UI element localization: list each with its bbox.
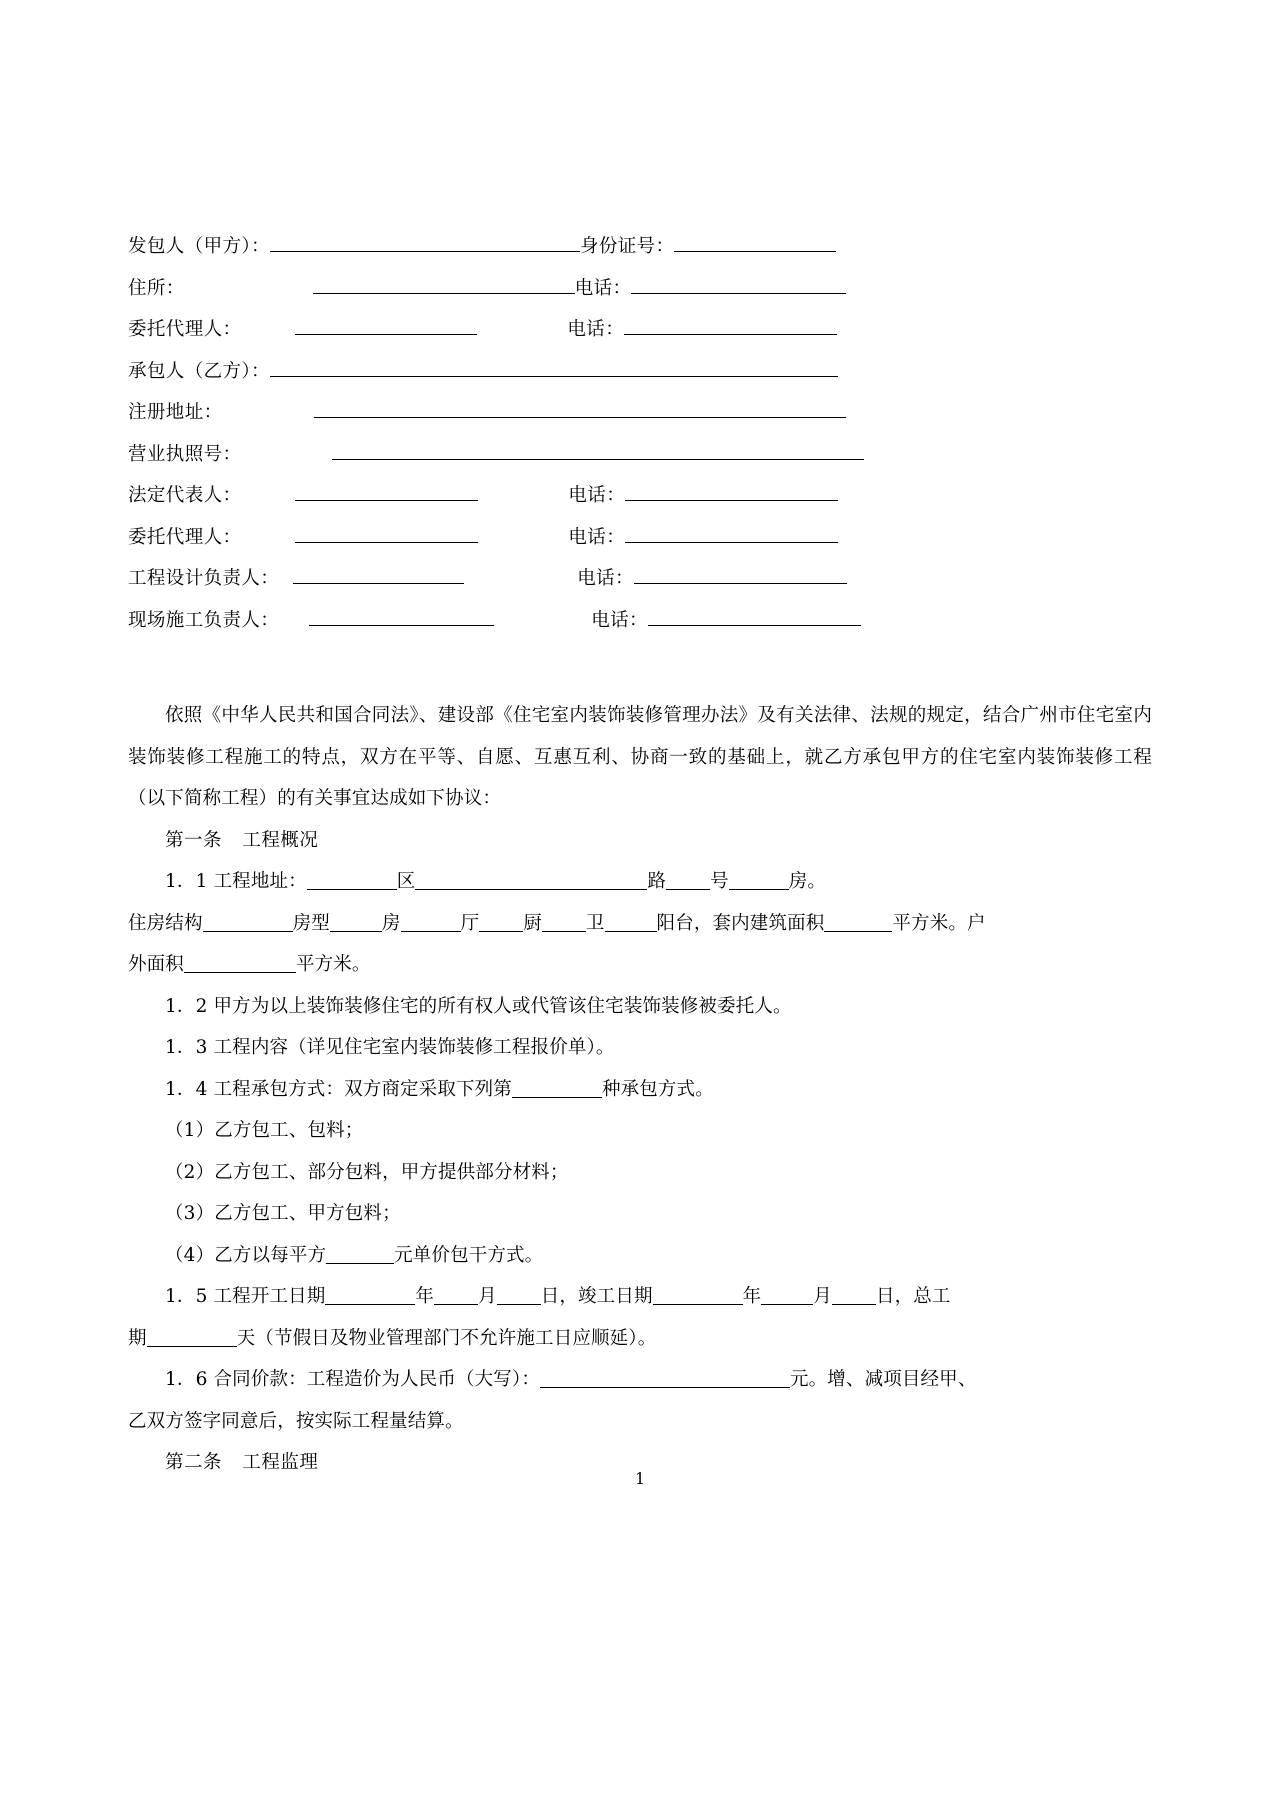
label-number: 号 [710, 871, 729, 892]
party-blank-发包人[interactable] [270, 232, 580, 252]
option-4-prefix: （4）乙方以每平方 [165, 1244, 327, 1266]
party-blank-现场施工负责人[interactable] [309, 606, 494, 626]
label-balcony: 阳台，套内建筑面积 [656, 912, 825, 934]
item-1-6-suffix: 元。增、减项目经甲、 [789, 1369, 977, 1390]
option-2: （2）乙方包工、部分包料，甲方提供部分材料； [165, 1161, 569, 1183]
item-1-5-line2 [128, 1318, 1152, 1360]
party-blank-承包人[interactable] [270, 357, 838, 377]
label-duration: 期 [128, 1327, 147, 1349]
party-blank-营业执照号[interactable] [332, 440, 864, 460]
item-1-6-prefix: 1．6 合同价款：工程造价为人民币（大写）： [165, 1369, 540, 1390]
blank-outdoor-area[interactable] [184, 955, 296, 974]
item-1-6-line2: 乙双方签字同意后，按实际工程量结算。 [128, 1410, 464, 1432]
party-blank-身份证号[interactable] [674, 232, 836, 252]
item-1-3: 1．3 工程内容（详见住宅室内装饰装修工程报价单）。 [165, 1037, 615, 1058]
party-label-委托代理人-1: 委托代理人： [128, 319, 242, 341]
label-bath: 卫 [585, 912, 605, 934]
party-row-现场施工负责人 [128, 606, 1152, 648]
party-label-工程设计负责人: 工程设计负责人： [128, 568, 280, 590]
party-label-住所: 住所： [128, 277, 185, 299]
label-area-unit: 平方米。户 [892, 912, 986, 934]
party-row-发包人 [128, 232, 1152, 274]
label-hall: 厅 [460, 912, 480, 934]
option-4-suffix: 元单价包干方式。 [394, 1244, 544, 1266]
blank-total-days[interactable] [147, 1328, 237, 1347]
option-4 [128, 1235, 1152, 1277]
blank-end-month[interactable] [761, 1287, 813, 1306]
party-blank-电话-3[interactable] [625, 481, 838, 501]
party-row-工程设计负责人 [128, 564, 1152, 606]
party-label-现场施工负责人: 现场施工负责人： [128, 609, 280, 631]
item-1-1-prefix: 1．1 工程地址： [165, 871, 307, 892]
item-1-4-suffix: 种承包方式。 [601, 1078, 714, 1100]
blank-kitchen[interactable] [542, 913, 586, 932]
party-row-住所 [128, 274, 1152, 316]
party-label-电话-2: 电话： [567, 319, 625, 341]
party-blank-委托代理人-2[interactable] [295, 523, 478, 543]
item-1-6-line1 [128, 1359, 1152, 1401]
option-1: （1）乙方包工、包料； [165, 1120, 364, 1141]
label-room: 房。 [788, 871, 827, 892]
clause-1-heading [128, 820, 1152, 862]
label-outdoor-area: 外面积 [128, 954, 184, 975]
party-label-营业执照号: 营业执照号： [128, 443, 242, 465]
item-1-4-prefix: 1．4 工程承包方式：双方商定采取下列第 [165, 1078, 512, 1100]
blank-end-year[interactable] [653, 1287, 743, 1306]
label-road: 路 [647, 871, 667, 892]
blank-structure[interactable] [203, 913, 293, 932]
party-row-委托代理人-1 [128, 315, 1152, 357]
party-blank-电话-6[interactable] [648, 606, 861, 626]
blank-room[interactable] [729, 872, 789, 891]
label-days-note: 天（节假日及物业管理部门不允许施工日应顺延）。 [236, 1327, 657, 1349]
party-label-电话-5: 电话： [577, 568, 634, 590]
party-label-电话-3: 电话： [568, 485, 626, 507]
blank-number[interactable] [666, 872, 710, 891]
party-blank-注册地址[interactable] [314, 398, 846, 418]
blank-road[interactable] [415, 872, 647, 891]
label-month-1: 月 [478, 1286, 497, 1307]
label-day-1: 日，竣工日期 [540, 1286, 653, 1307]
clause-1-number: 第一条 [165, 829, 223, 851]
item-1-5-line1 [128, 1276, 1152, 1318]
blank-start-month[interactable] [434, 1287, 478, 1306]
page-number: 1 [635, 1470, 645, 1488]
item-1-1-line3 [128, 944, 1152, 986]
label-kitchen: 厨 [523, 912, 542, 934]
party-row-承包人 [128, 357, 1152, 399]
item-1-1-line2 [128, 903, 1152, 945]
item-1-1-line1 [128, 861, 1152, 903]
label-year-2: 年 [742, 1286, 762, 1307]
blank-hall[interactable] [479, 913, 523, 932]
item-1-4 [128, 1069, 1152, 1111]
party-label-发包人: 发包人（甲方）： [128, 236, 270, 258]
label-structure: 住房结构 [128, 912, 203, 934]
party-label-法定代表人: 法定代表人： [128, 485, 242, 507]
party-blank-电话-5[interactable] [634, 564, 847, 584]
preamble-paragraph: 依照《中华人民共和国合同法》、建设部《住宅室内装饰装修管理办法》及有关法律、法规的规定，结合广州市住宅室内装饰装修工程施工的特点，双方在平等、自愿、互惠互利、协商一致的基础上，就乙方承包甲方的住宅室内装饰装修工程（以下简称工程）的有关事宜达成如下协议： [128, 705, 1152, 809]
party-blank-电话-1[interactable] [631, 274, 846, 294]
party-blank-电话-4[interactable] [625, 523, 838, 543]
label-year-1: 年 [415, 1286, 435, 1307]
option-3: （3）乙方包工、甲方包料； [165, 1203, 401, 1224]
party-row-法定代表人 [128, 481, 1152, 523]
party-row-注册地址 [128, 398, 1152, 440]
blank-area[interactable] [824, 913, 892, 932]
party-blank-工程设计负责人[interactable] [293, 564, 464, 584]
party-blank-住所[interactable] [313, 274, 575, 294]
blank-rooms[interactable] [401, 913, 461, 932]
blank-district[interactable] [307, 872, 397, 891]
label-type: 房型 [292, 912, 330, 934]
party-information-block [128, 232, 1152, 647]
party-blank-法定代表人[interactable] [295, 481, 478, 501]
clause-1-title: 工程概况 [242, 829, 319, 851]
clause-2-title: 工程监理 [242, 1452, 319, 1473]
blank-start-day[interactable] [497, 1287, 541, 1306]
label-district: 区 [396, 871, 416, 892]
blank-contract-method[interactable] [512, 1079, 602, 1098]
party-label-承包人: 承包人（乙方）： [128, 360, 270, 382]
blank-end-day[interactable] [832, 1287, 876, 1306]
party-blank-委托代理人-1[interactable] [295, 315, 477, 335]
label-area-unit-2: 平方米。 [295, 954, 371, 975]
party-label-委托代理人-2: 委托代理人： [128, 526, 242, 548]
blank-type[interactable] [330, 913, 382, 932]
label-month-2: 月 [813, 1286, 832, 1307]
label-rooms: 房 [381, 912, 401, 934]
party-row-营业执照号 [128, 440, 1152, 482]
blank-contract-price[interactable] [540, 1370, 790, 1389]
item-1-2: 1．2 甲方为以上装饰装修住宅的所有权人或代管该住宅装饰装修被委托人。 [165, 995, 792, 1017]
blank-bath[interactable] [605, 913, 657, 932]
clause-2-number: 第二条 [165, 1452, 223, 1473]
party-row-委托代理人-2 [128, 523, 1152, 565]
party-label-注册地址: 注册地址： [128, 402, 223, 424]
item-1-5-prefix: 1．5 工程开工日期 [165, 1286, 326, 1307]
blank-unit-price[interactable] [326, 1245, 394, 1264]
party-label-电话-1: 电话： [574, 277, 632, 299]
document-content [128, 232, 1152, 1484]
label-day-2: 日，总工 [875, 1286, 951, 1307]
party-label-电话-6: 电话： [591, 609, 648, 631]
party-blank-电话-2[interactable] [624, 315, 837, 335]
blank-start-year[interactable] [325, 1287, 415, 1306]
party-label-电话-4: 电话： [568, 526, 626, 548]
party-label-身份证号: 身份证号： [579, 236, 675, 258]
